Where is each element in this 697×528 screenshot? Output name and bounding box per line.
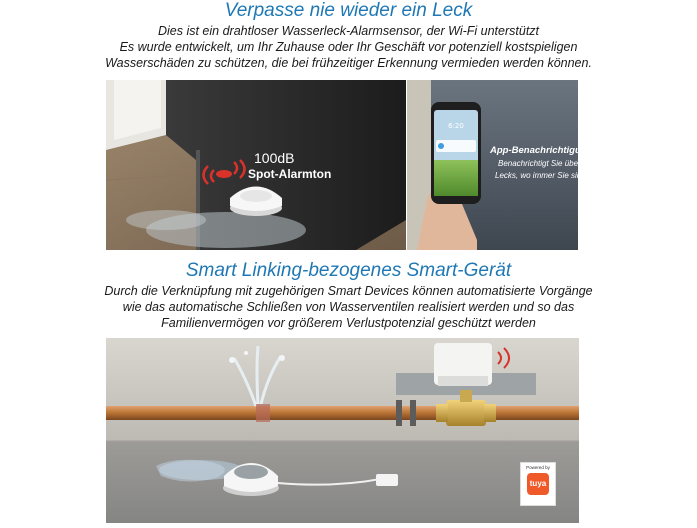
- app-notification-desc-2: Lecks, wo immer Sie sind.: [495, 171, 588, 180]
- section2-heading: Smart Linking-bezogenes Smart-Gerät: [185, 260, 512, 281]
- section1-heading: Verpasse nie wieder ein Leck: [224, 0, 473, 21]
- section2-line-1: Durch die Verknüpfung mit zugehörigen Smart Devices können automatisierte Vorgänge: [104, 284, 593, 298]
- svg-text:6:20: 6:20: [448, 122, 464, 130]
- leak-sensor-floor-photo: [106, 80, 406, 250]
- app-notification-title: App-Benachrichtigung: [490, 145, 593, 156]
- tuya-powered-by-text: Powered by: [526, 465, 550, 470]
- section1-line-1: Dies ist ein drahtloser Wasserleck-Alarmsensor, der Wi-Fi unterstützt: [157, 24, 540, 38]
- section2-line-3: Familienvermögen vor größerem Verlustpotenzial geschützt werden: [161, 316, 536, 330]
- section2-description: [40, 283, 657, 331]
- section1-description: [40, 23, 657, 71]
- alarm-sound-label: Spot-Alarmton: [248, 167, 332, 181]
- section1-line-2: Es wurde entwickelt, um Ihr Zuhause oder Ihr Geschäft vor potenziell kostspieligen: [119, 40, 578, 54]
- tuya-badge: [520, 462, 556, 506]
- app-notification-desc-1: Benachrichtigt Sie über: [498, 159, 581, 168]
- section2-line-2: wie das automatische Schließen von Wasserventilen realisiert werden und so das: [122, 300, 575, 314]
- smart-valve-scene-photo: [106, 338, 579, 523]
- pipe-valve-illustration: [106, 338, 579, 523]
- app-notification-photo: [407, 80, 593, 250]
- tuya-logo-icon: tuya: [527, 473, 549, 495]
- section1-line-3: Wasserschäden zu schützen, die bei frühzeitiger Erkennung vermieden werden können.: [105, 56, 592, 70]
- alarm-db-label: 100dB: [254, 150, 295, 166]
